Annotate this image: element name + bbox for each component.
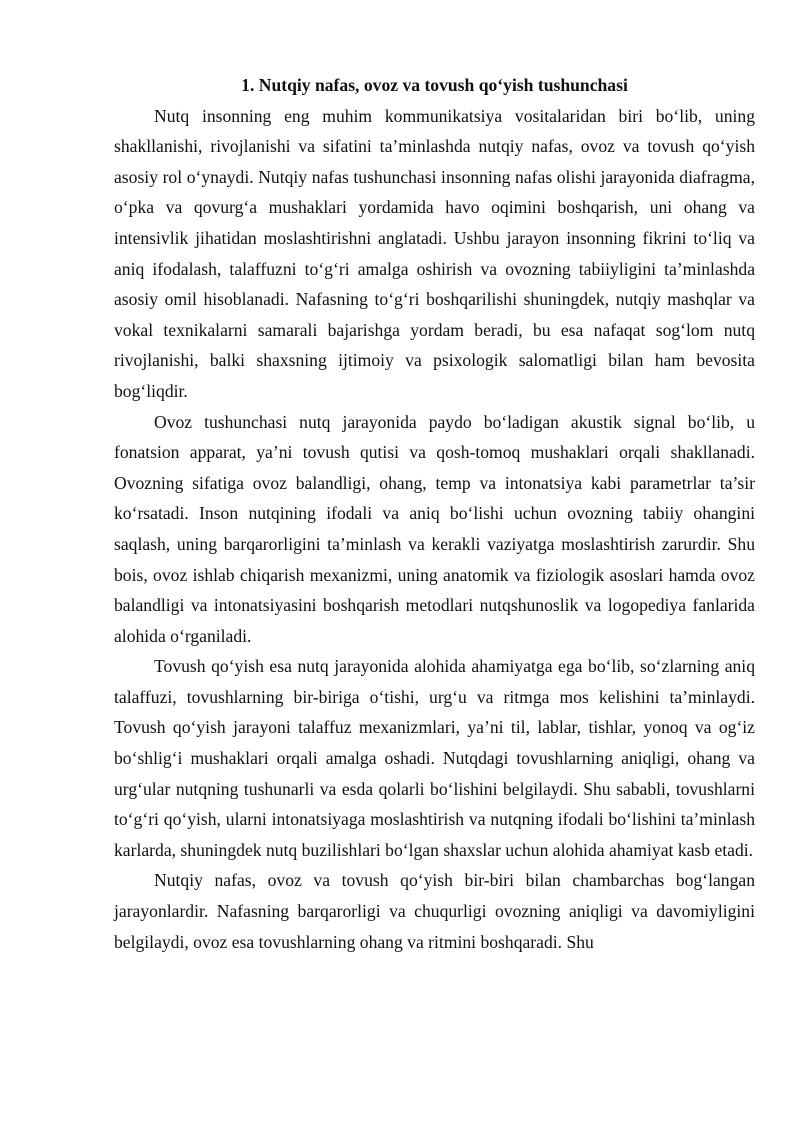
paragraph: Tovush qo‘yish esa nutq jarayonida alohida ahamiyatga ega bo‘lib, so‘zlarning aniq talaffuzi, tovushlarning bir-biriga o‘tishi, urg‘u va ritmga mos kelishini ta’minlaydi. Tovush qo‘yish jarayoni talaffuz mexanizmlari, ya’ni til, lablar, tishlar, yonoq va og‘iz bo‘shlig‘i mushaklari orqali amalga oshadi. Nutqdagi tovushlarning aniqligi, ohang va urg‘ular nutqning tushunarli va esda qolarli bo‘lishini belgilaydi. Shu sababli, tovushlarni to‘g‘ri qo‘yish, ularni intonatsiyaga moslashtirish va nutqning ifodali bo‘lishini ta’minlash karlarda, shuningdek nutq buzilishlari bo‘lgan shaxslar uchun alohida ahamiyat kasb etadi. — [114, 656, 755, 860]
paragraph: Ovoz tushunchasi nutq jarayonida paydo bo‘ladigan akustik signal bo‘lib, u fonatsion apparat, ya’ni tovush qutisi va qosh-tomoq mushaklari orqali shakllanadi. Ovozning sifatiga ovoz balandligi, ohang, temp va intonatsiya kabi parametrlar ta’sir ko‘rsatadi. Inson nutqining ifodali va aniq bo‘lishi uchun ovozning tabiiy ohangini saqlash, uning barqarorligini ta’minlash va kerakli vaziyatga moslashtirish zarurdir. Shu bois, ovoz ishlab chiqarish mexanizmi, uning anatomik va fiziologik asoslari hamda ovoz balandligi va intonatsiyasini boshqarish metodlari nutqshunoslik va logopediya fanlarida alohida o‘rganiladi. — [114, 411, 755, 646]
document-body — [114, 70, 755, 957]
paragraph: Nutqiy nafas, ovoz va tovush qo‘yish bir-biri bilan chambarchas bog‘langan jarayonlardir. Nafasning barqarorligi va chuqurligi ovozning aniqligi va davomiyligini belgilaydi, ovoz esa tovushlarning ohang va ritmini boshqaradi. Shu — [114, 870, 755, 952]
section-heading: 1. Nutqiy nafas, ovoz va tovush qo‘yish tushunchasi — [241, 75, 628, 95]
paragraph: Nutq insonning eng muhim kommunikatsiya vositalaridan biri bo‘lib, uning shakllanishi, rivojlanishi va sifatini ta’minlashda nutqiy nafas, ovoz va tovush qo‘yish asosiy rol o‘ynaydi. Nutqiy nafas tushunchasi insonning nafas olishi jarayonida diafragma, o‘pka va qovurg‘a mushaklari yordamida havo oqimini boshqarish, uni ohang va intensivlik jihatidan moslashtirishni anglatadi. Ushbu jarayon insonning fikrini to‘liq va aniq ifodalash, talaffuzni to‘g‘ri amalga oshirish va ovozning tabiiyligini ta’minlashda asosiy omil hisoblanadi. Nafasning to‘g‘ri boshqarilishi shuningdek, nutqiy mashqlar va vokal texnikalarni samarali bajarishga yordam beradi, bu esa nafaqat sog‘lom nutq rivojlanishi, balki shaxsning ijtimoiy va psixologik salomatligi bilan ham bevosita bog‘liqdir. — [114, 105, 755, 401]
